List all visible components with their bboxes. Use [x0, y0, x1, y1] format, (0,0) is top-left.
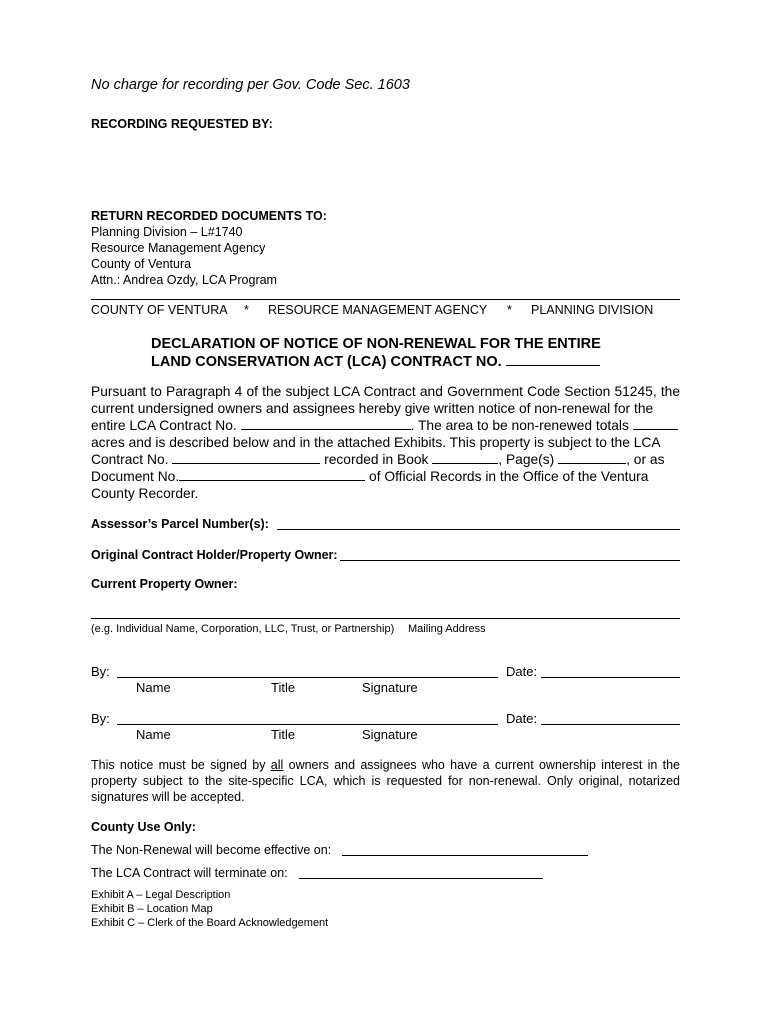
date-line-2[interactable] [541, 724, 680, 725]
body-line-5-c: , Page(s) [498, 452, 555, 467]
original-holder-line[interactable] [340, 560, 680, 561]
agency-star-1: * [244, 303, 249, 317]
notice-pre: This notice must be signed by [91, 758, 271, 772]
by-line-2[interactable] [117, 724, 498, 725]
doc-title-line-2-text: LAND CONSERVATION ACT (LCA) CONTRACT NO. [151, 354, 502, 370]
recording-requested-label: RECORDING REQUESTED BY: [91, 117, 273, 131]
apn-label: Assessor’s Parcel Number(s): [91, 517, 269, 531]
by-label-1: By: [91, 664, 110, 679]
body-line-7: County Recorder. [91, 486, 199, 501]
return-line-4: Attn.: Andrea Ozdy, LCA Program [91, 273, 277, 287]
return-line-2: Resource Management Agency [91, 241, 266, 255]
date-label-2: Date: [506, 711, 538, 726]
title-caption-1: Title [271, 680, 296, 695]
book-blank[interactable] [432, 451, 498, 464]
body-line-5-a: Contract No. [91, 452, 169, 467]
acres-blank[interactable] [633, 417, 678, 430]
notice-all: all [270, 758, 284, 772]
effective-label: The Non-Renewal will become effective on: [91, 843, 332, 857]
current-owner-line[interactable] [91, 618, 680, 619]
exhibit-a: Exhibit A – Legal Description [91, 889, 231, 901]
doc-title-line-2 [151, 353, 600, 370]
name-caption-1: Name [136, 680, 171, 695]
current-owner-label: Current Property Owner: [91, 577, 238, 591]
title-caption-2: Title [271, 727, 296, 742]
signature-caption-2: Signature [362, 727, 418, 742]
body-line-6 [91, 468, 680, 485]
exhibit-c: Exhibit C – Clerk of the Board Acknowledgement [91, 917, 329, 929]
mailing-address-label: Mailing Address [408, 623, 486, 635]
contract-no-blank-2[interactable] [172, 451, 320, 464]
body-line-4: acres and is described below and in the attached Exhibits. This property is subject to the LCA [91, 435, 661, 450]
body-line-3 [91, 417, 680, 434]
agency-rma: RESOURCE MANAGEMENT AGENCY [268, 303, 488, 317]
by-line-1[interactable] [117, 677, 498, 678]
county-use-label: County Use Only: [91, 820, 196, 834]
return-line-3: County of Ventura [91, 257, 192, 271]
signing-notice [91, 757, 680, 805]
pages-blank[interactable] [558, 451, 626, 464]
body-line-5-d: , or as [626, 452, 665, 467]
body-line-6-a: Document No. [91, 469, 180, 484]
notice-post: owners and assignees who have a current ownership interest in the property subject to the site-specific LCA, which is requested for non-renewal. Only original, notarized signatures will be accepted. [91, 758, 680, 804]
original-holder-label: Original Contract Holder/Property Owner: [91, 548, 338, 562]
contract-no-blank[interactable] [506, 353, 600, 366]
return-to-label: RETURN RECORDED DOCUMENTS TO: [91, 209, 327, 223]
body-line-3-a: entire LCA Contract No. [91, 418, 237, 433]
return-line-1: Planning Division – L#1740 [91, 225, 243, 239]
terminate-line[interactable] [299, 878, 543, 879]
exhibit-b: Exhibit B – Location Map [91, 903, 213, 915]
body-line-3-b: . The area to be non-renewed totals [410, 418, 629, 433]
no-charge-note: No charge for recording per Gov. Code Sec. 1603 [91, 77, 410, 93]
name-caption-2: Name [136, 727, 171, 742]
agency-star-2: * [507, 303, 512, 317]
effective-line[interactable] [342, 855, 588, 856]
body-line-5-b: recorded in Book [324, 452, 429, 467]
terminate-label: The LCA Contract will terminate on: [91, 866, 288, 880]
document-no-blank[interactable] [179, 468, 365, 481]
signature-caption-1: Signature [362, 680, 418, 695]
date-line-1[interactable] [541, 677, 680, 678]
body-lines-1-2: Pursuant to Paragraph 4 of the subject LCA Contract and Government Code Section 51245, the current undersigned owners and assignees hereby give written notice of non-renewal for the [91, 384, 680, 416]
agency-rule [91, 299, 680, 300]
entire-contract-blank[interactable] [241, 417, 411, 430]
agency-division: PLANNING DIVISION [531, 303, 654, 317]
apn-line[interactable] [277, 529, 680, 530]
agency-county: COUNTY OF VENTURA [91, 303, 228, 317]
owner-hint: (e.g. Individual Name, Corporation, LLC, Trust, or Partnership) [91, 623, 395, 635]
date-label-1: Date: [506, 664, 538, 679]
doc-title-line-1: DECLARATION OF NOTICE OF NON-RENEWAL FOR THE ENTIRE [151, 336, 601, 352]
by-label-2: By: [91, 711, 110, 726]
body-line-6-b: of Official Records in the Office of the Ventura [369, 469, 649, 484]
body-line-5 [91, 451, 680, 468]
